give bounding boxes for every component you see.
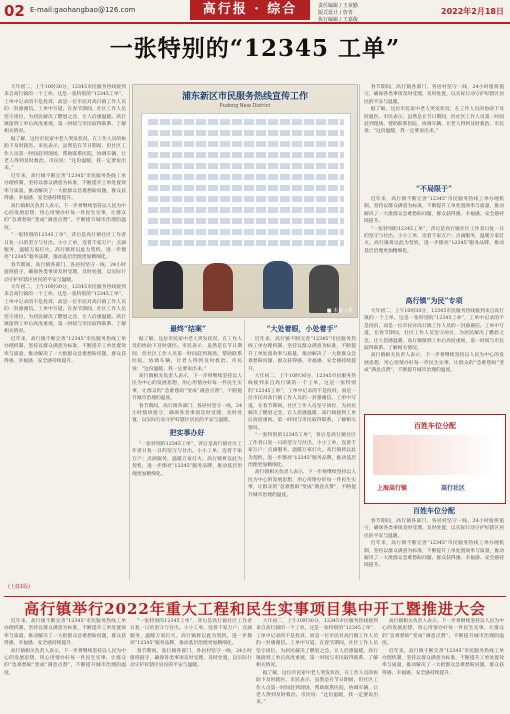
paragraph: “一张特别的12345工单”，背后是高行镇社区工作者日复一日的坚守与付出。小小工单，连着千家万户；点滴服务，温暖万家灯火。高行镇将以此为契机，进一步擦亮“12345”服务品牌，推动基层治理更加精细化。 [130,619,252,647]
contact-email: E-mail:gaohangbao@126.com [30,6,136,14]
news-photo [132,84,358,318]
paragraph: 近年来，高行镇不断完善“12345”市民服务热线工单办理机制，坚持以群众满意为标准，不断提升工单处置效率与质量，推动解决了一大批群众急难愁盼问题，群众获得感、幸福感、安全感持续提升。 [382,648,504,676]
paragraph: “一张特别的12345工单”，背后是高行镇社区工作者日复一日的坚守与付出。小小工单，连着千家万户；点滴服务，温暖万家灯火。高行镇将以此为契机，进一步擦亮“12345”服务品牌，推动基层治理更加精细化。 [4,233,126,261]
person-figure [203,263,233,311]
article-column-5 [364,196,504,292]
editor-line: 责任编辑 / 王章勤 [318,3,358,9]
paragraph: 春节期间，高行镇各部门、各居村坚守一线，24小时值班值守，确保各类事项及时受理、及时处置，以实际行动守护好辖区居民的平安与温暖。 [130,648,252,669]
article-column-6 [364,308,504,408]
paragraph: 近年来，高行镇不断完善“12345”市民服务热线工单办理机制，坚持以群众满意为标准，不断提升工单处置效率与质量，推动解决了一大批群众急难愁盼问题，群众获得感、幸福感、安全感持续提升。 [4,173,126,202]
article-column-2 [132,336,242,580]
column-rule [359,84,360,580]
paragraph: 近年来，高行镇不断完善“12345”市民服务热线工单办理机制，坚持以群众满意为标准，不断提升工单处置效率与质量，推动解决了一大批群众急难愁盼问题，群众获得感、幸福感、安全感持续提升。 [4,336,126,365]
paragraph: 高行镇相关负责人表示，下一步将继续坚持以人民为中心的发展思想，用心用情办好每一件民生实事，让群众的“急难愁盼”变成“满意点赞”，不断提升城市治理的温度。 [382,619,504,647]
article-column-4 [364,84,504,180]
column-rule [129,84,130,580]
bottom-column-1 [4,618,126,710]
paragraph: 据了解，这位市民家中老人突发状况，在工作人员的协助下及时就医。市民表示，虽然是在节日期间，但社区工作人员第一时间赶到现场，帮助联系医院，协调车辆，让老人得到及时救治。市民说：“这份温暖，我一定要说出来。” [256,670,378,706]
paragraph: 大年初二，上午10时30分，12345市民服务热线接到来自高行镇的一个工单。这是一张特别的“12345工单”，工单中记录的不是投诉，而是一位市民对高行镇工作人员的一封感谢信。工单中写道，在春节期间，社区工作人员坚守岗位，为居民解决了燃眉之急，让人倍感温暖。高行镇接到工单后高度重视，第一时间与市民取得联系，了解相关情况。 [4,85,126,135]
paragraph: 高行镇相关负责人表示，下一步将继续坚持以人民为中心的发展思想，用心用情办好每一件民生实事，让群众的“急难愁盼”变成“满意点赞”，不断提升城市治理的温度。 [4,203,126,231]
article-column-7 [364,518,504,580]
bottom-column-4 [382,618,504,710]
bottom-column-2 [130,618,252,710]
paragraph: 春节期间，高行镇各部门、各居村坚守一线，24小时值班值守，确保各类事项及时受理、及时处置，以实际行动守护好辖区居民的平安与温暖。 [132,403,242,424]
editor-credits [318,3,358,24]
photo-credit: ■ 本报 / 摄 [326,308,353,314]
paragraph: 大年初二，上午10时30分，12345市民服务热线接到来自高行镇的一个工单。这是一张特别的“12345工单”，工单中记录的不是投诉，而是一位市民对高行镇工作人员的一封感谢信。工单中写道，在春节期间，社区工作人员坚守岗位，为居民解决了燃眉之急，让人倍感温暖。高行镇接到工单后高度重视，第一时间与市民取得联系，了解相关情况。 [248,374,356,431]
section-subhead: 百姓车位分配 [413,506,455,515]
section-subhead: 把实事办好 [169,427,205,437]
paragraph: 高行镇相关负责人表示，下一步将继续坚持以人民为中心的发展思想，用心用情办好每一件民生实事，让群众的“急难愁盼”变成“满意点赞”，不断提升城市治理的温度。 [248,470,356,498]
paragraph: 高行镇相关负责人表示，下一步将继续坚持以人民为中心的发展思想，用心用情办好每一件民生实事，让群众的“急难愁盼”变成“满意点赞”，不断提升城市治理的温度。 [364,353,504,374]
section-masthead: 高行报 · 综合 [190,0,310,20]
person-figure [309,265,339,313]
editor-line: 执行编辑 / 王嘉俊 [318,17,358,23]
continued-label: (上接1版) [8,584,31,590]
photo-banner-title: 浦东新区市民服务热线宣传工作 [181,92,308,102]
paragraph: 据了解，这位市民家中老人突发状况，在工作人员的协助下及时就医。市民表示，虽然是在节日期间，但社区工作人员第一时间赶到现场，帮助联系医院，协调车辆，让老人得到及时救治。市民说：“这份温暖，我一定要说出来。” [132,337,242,372]
article-column-1 [4,84,126,580]
issue-date: 2022年2月18日 [441,7,504,16]
paragraph: 近年来，高行镇不断完善“12345”市民服务热线工单办理机制，坚持以群众满意为标准，不断提升工单处置效率与质量，推动解决了一大批群众急难愁盼问题，群众获得感、幸福感、安全感持续提升。 [248,337,356,372]
paragraph: 据了解，这位市民家中老人突发状况，在工作人员的协助下及时就医。市民表示，虽然是在节日期间，但社区工作人员第一时间赶到现场，帮助联系医院，协调车辆，让老人得到及时救治。市民说：“这份温暖，我一定要说出来。” [4,136,126,172]
ad-logo: 上海高行镇 [377,485,408,492]
editor-line: 版式设计 / 詹青 [318,10,353,16]
ad-title: 百姓车位分配 [414,422,456,430]
bottom-column-3 [256,618,378,710]
paragraph: 近年来，高行镇不断完善“12345”市民服务热线工单办理机制，坚持以群众满意为标准，不断提升工单处置效率与质量，推动解决了一大批群众急难愁盼问题，群众获得感、幸福感、安全感持续提升。 [4,619,126,647]
section-subhead: “大处着眼，小处着手” [266,324,338,333]
paragraph: 高行镇相关负责人表示，下一步将继续坚持以人民为中心的发展思想，用心用情办好每一件民生实事，让群众的“急难愁盼”变成“满意点赞”，不断提升城市治理的温度。 [4,648,126,676]
section-subhead: 高行镇“为民”专项 [405,296,463,305]
main-headline: 一张特别的“12345 工单” [109,35,401,62]
paragraph: 近年来，高行镇不断完善“12345”市民服务热线工单办理机制，坚持以群众满意为标准，不断提升工单处置效率与质量，推动解决了一大批群众急难愁盼问题，群众获得感、幸福感、安全感持续提升。 [364,541,504,569]
article-column-3 [248,336,356,580]
person-figure [263,261,293,309]
paragraph: 大年初二，上午10时30分，12345市民服务热线接到来自高行镇的一个工单。这是一张特别的“12345工单”，工单中记录的不是投诉，而是一位市民对高行镇工作人员的一封感谢信。工单中写道，在春节期间，社区工作人员坚守岗位，为居民解决了燃眉之急，让人倍感温暖。高行镇接到工单后高度重视，第一时间与市民取得联系，了解相关情况。 [256,619,378,669]
advertisement [364,414,506,504]
photo-banner-subtitle: Pudong New District [219,103,271,109]
paragraph: “一张特别的12345工单”，背后是高行镇社区工作者日复一日的坚守与付出。小小工单，连着千家万户；点滴服务，温暖万家灯火。高行镇将以此为契机，进一步擦亮“12345”服务品牌，推动基层治理更加精细化。 [364,226,504,254]
section-subhead: 最终“结案” [169,324,207,333]
section-divider [4,596,506,597]
section-subhead: “不局限于” [415,184,453,193]
paragraph: 高行镇相关负责人表示，下一步将继续坚持以人民为中心的发展思想，用心用情办好每一件民生实事，让群众的“急难愁盼”变成“满意点赞”，不断提升城市治理的温度。 [132,374,242,402]
paragraph: 大年初二，上午10时30分，12345市民服务热线接到来自高行镇的一个工单。这是一张特别的“12345工单”，工单中记录的不是投诉，而是一位市民对高行镇工作人员的一封感谢信。工单中写道，在春节期间，社区工作人员坚守岗位，为居民解决了燃眉之急，让人倍感温暖。高行镇接到工单后高度重视，第一时间与市民取得联系，了解相关情况。 [364,309,504,352]
paragraph: 近年来，高行镇不断完善“12345”市民服务热线工单办理机制，坚持以群众满意为标准，不断提升工单处置效率与质量，推动解决了一大批群众急难愁盼问题，群众获得感、幸福感、安全感持续提升。 [364,197,504,225]
paragraph: “一张特别的12345工单”，背后是高行镇社区工作者日复一日的坚守与付出。小小工单，连着千家万户；点滴服务，温暖万家灯火。高行镇将以此为契机，进一步擦亮“12345”服务品牌，推动基层治理更加精细化。 [132,441,242,477]
paragraph: 大年初二，上午10时30分，12345市民服务热线接到来自高行镇的一个工单。这是一张特别的“12345工单”，工单中记录的不是投诉，而是一位市民对高行镇工作人员的一封感谢信。工单中写道，在春节期间，社区工作人员坚守岗位，为居民解决了燃眉之急，让人倍感温暖。高行镇接到工单后高度重视，第一时间与市民取得联系，了解相关情况。 [4,284,126,335]
paragraph: 春节期间，高行镇各部门、各居村坚守一线，24小时值班值守，确保各类事项及时受理、及时处置，以实际行动守护好辖区居民的平安与温暖。 [364,85,504,105]
display-board [141,113,351,265]
paragraph: 春节期间，高行镇各部门、各居村坚守一线，24小时值班值守，确保各类事项及时受理、及时处置，以实际行动守护好辖区居民的平安与温暖。 [364,519,504,539]
ad-logo: 高行社区 [441,485,466,492]
column-rule [244,320,245,580]
paragraph: 春节期间，高行镇各部门、各居村坚守一线，24小时值班值守，确保各类事项及时受理、及时处置，以实际行动守护好辖区居民的平安与温暖。 [4,262,126,283]
paragraph: “一张特别的12345工单”，背后是高行镇社区工作者日复一日的坚守与付出。小小工单，连着千家万户；点滴服务，温暖万家灯火。高行镇将以此为契机，进一步擦亮“12345”服务品牌，推动基层治理更加精细化。 [248,433,356,468]
page-header [0,0,510,24]
ad-image [373,435,497,475]
person-figure [153,261,183,309]
paragraph: 据了解，这位市民家中老人突发状况，在工作人员的协助下及时就医。市民表示，虽然是在节日期间，但社区工作人员第一时间赶到现场，帮助联系医院，协调车辆，让老人得到及时救治。市民说：“这份温暖，我一定要说出来。” [364,107,504,135]
secondary-headline: 高行镇举行2022年重大工程和民生实事项目集中开工暨推进大会 [24,600,486,618]
page-number: 02 [4,2,25,20]
